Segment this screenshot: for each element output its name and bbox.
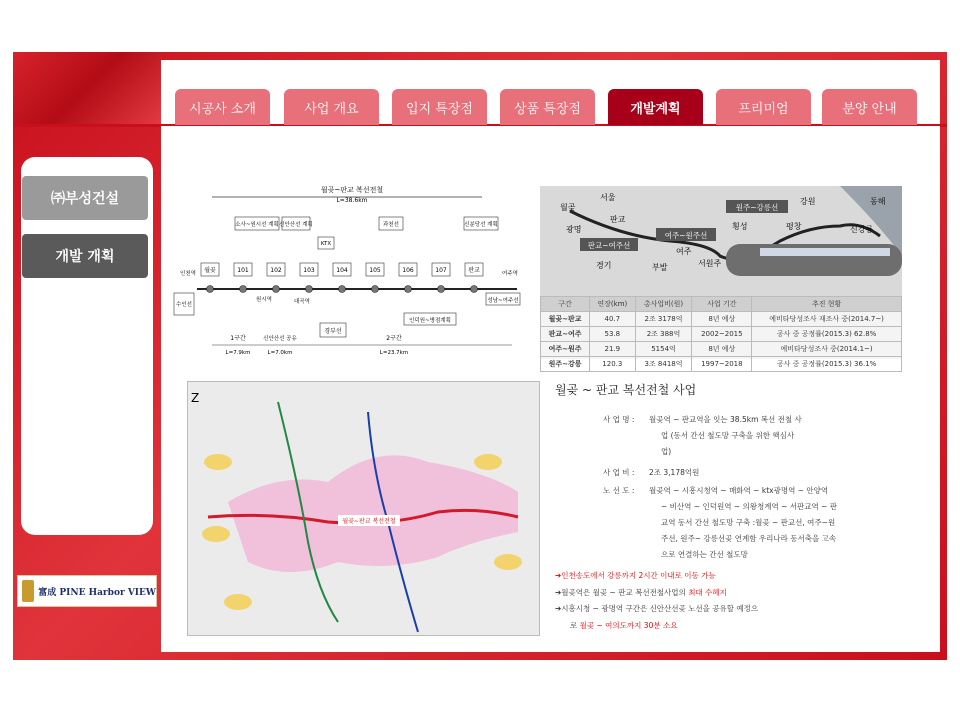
route-line: 으로 연결하는 간선 철도망 [661, 550, 748, 559]
aerial-corner-letter: Z [191, 391, 200, 405]
table-cell: 원주~강릉 [541, 357, 590, 372]
station-code: 103 [303, 267, 315, 274]
table-cell: 53.8 [590, 327, 635, 342]
station-code: 107 [435, 267, 447, 274]
station-dot [471, 286, 478, 293]
table-header: 연장(km) [590, 297, 635, 312]
map-label: 평창 [786, 222, 802, 231]
tab-sales-info[interactable]: 분양 안내 [822, 89, 917, 125]
bullet-highlight: 최대 수혜지 [688, 588, 727, 597]
map-label: 여주 [676, 247, 692, 256]
map-label: 신강릉 [850, 225, 874, 234]
branch-label: 신분당선 계획 [464, 222, 498, 228]
table-cell: 공사 중 공정률(2015.3) 62.8% [752, 327, 902, 342]
diagram-length: L=38.6km [336, 197, 368, 204]
frame-corner-decoration [13, 52, 161, 124]
map-label: 판교~여주선 [587, 241, 631, 250]
tab-location[interactable]: 입지 특장점 [392, 89, 487, 125]
tab-product[interactable]: 상품 특장점 [500, 89, 595, 125]
table-cell: 예비타당성조사 재조사 중(2014.7~) [752, 312, 902, 327]
route-line: 월곶역 ~ 시흥시청역 ~ 매화역 ~ ktx광명역 ~ 안양역 [649, 486, 829, 495]
table-header: 추진 현황 [752, 297, 902, 312]
map-label: 동해 [870, 197, 886, 206]
route-line-diagram [172, 185, 522, 357]
bullet-text: 로 [570, 621, 580, 630]
info-title: 월곶 ~ 판교 복선전철 사업 [555, 383, 697, 397]
table-cell: 2조 388억 [635, 327, 692, 342]
rail-info-table [540, 296, 902, 372]
bullet-text: 인천송도에서 강릉까지 2시간 이내로 이동 가능 [561, 571, 716, 580]
bullet-highlight: 월곶 ~ 여의도까지 30분 소요 [579, 621, 678, 630]
station-dot [273, 286, 280, 293]
arrow-icon: ➔ [555, 604, 562, 613]
table-row [541, 312, 902, 327]
table-cell: 21.9 [590, 342, 635, 357]
sidebar-item-company[interactable]: ㈜부성건설 [22, 176, 148, 220]
section-label: 신안산선 공유 [263, 336, 297, 342]
project-name-line: 업 (동서 간선 철도망 구축을 위한 핵심사 [661, 431, 795, 440]
branch-label: 신안산선 계획 [279, 222, 313, 228]
station-dot [405, 286, 412, 293]
route-line: 교역 동서 간선 철도망 구축 :월곶 ~ 판교선, 여주~원 [661, 518, 836, 527]
section-length: L=23.7km [379, 350, 409, 356]
station-dot [240, 286, 247, 293]
diagram-top-label: 월곶~판교 복선전철 [320, 186, 384, 194]
table-cell: 3조 8418억 [635, 357, 692, 372]
branch-label: KTX [320, 241, 332, 247]
station-code: 판교 [468, 267, 480, 274]
map-label: 여주~원주선 [664, 231, 708, 240]
route-line: 주선, 원주~ 강릉선곶 연계함 우리나라 동서축을 고속 [661, 534, 837, 543]
table-cell: 예비타당성조사 중(2014.1~) [752, 342, 902, 357]
station-dot [372, 286, 379, 293]
logo-text: 富成 PINE Harbor VIEW [38, 587, 156, 598]
tab-company-intro[interactable]: 시공사 소개 [175, 89, 270, 125]
map-label: 서원주 [698, 259, 722, 268]
table-row [541, 327, 902, 342]
map-label: 강원 [800, 197, 816, 206]
map-label: 경기 [596, 261, 612, 270]
bullet-line [555, 601, 758, 616]
aerial-route-map [187, 381, 540, 636]
station-dot [438, 286, 445, 293]
lower-label: 수인선 [176, 302, 192, 308]
cost-value: 2조 3,178억원 [649, 468, 700, 477]
project-name-label: 사 업 명 : [603, 415, 635, 424]
table-cell: 공사 중 공정률(2015.3) 36.1% [752, 357, 902, 372]
section-length: L=7.9km [225, 350, 251, 356]
map-label: 월곶 [560, 203, 576, 212]
table-header: 구간 [541, 297, 590, 312]
brand-logo [17, 575, 157, 607]
table-header: 총사업비(원) [635, 297, 692, 312]
section-label: 2구간 [386, 335, 402, 342]
route-line: ~ 비산역 ~ 인덕원역 ~ 의왕청계역 ~ 서판교역 ~ 판 [661, 502, 838, 511]
section-label: 1구간 [230, 335, 246, 342]
map-label: 횡성 [732, 222, 748, 231]
arrow-icon: ➔ [555, 588, 562, 597]
map-label: 광명 [566, 225, 582, 234]
lower-label: 성남~여주선 [487, 298, 519, 304]
table-cell: 8년 예상 [692, 312, 752, 327]
map-label: 서울 [600, 193, 616, 202]
cost-label: 사 업 비 : [603, 468, 635, 477]
rail-map-table [540, 186, 902, 368]
rail-map [540, 186, 902, 296]
lower-label: 인덕원~병점계획 [409, 318, 451, 324]
sidebar-item-development[interactable]: 개발 개획 [22, 234, 148, 278]
lower-label: 대곡역 [294, 299, 310, 305]
station-code: 102 [270, 267, 282, 274]
project-name-line: 업) [661, 447, 672, 456]
logo-mark-icon [22, 580, 34, 602]
table-row [541, 342, 902, 357]
tab-project-overview[interactable]: 사업 개요 [284, 89, 379, 125]
table-cell: 40.7 [590, 312, 635, 327]
table-cell: 120.3 [590, 357, 635, 372]
tab-premium[interactable]: 프리미엄 [716, 89, 811, 125]
bullet-line [555, 568, 716, 583]
section-length: L=7.0km [267, 350, 293, 356]
station-dot [339, 286, 346, 293]
table-header: 사업 기간 [692, 297, 752, 312]
table-cell: 8년 예상 [692, 342, 752, 357]
table-cell: 월곶~판교 [541, 312, 590, 327]
bullet-line [570, 618, 677, 633]
table-cell: 5154억 [635, 342, 692, 357]
lower-label: 경부선 [324, 328, 342, 335]
table-cell: 2002~2015 [692, 327, 752, 342]
lower-label: 원시역 [256, 297, 272, 303]
station-code: 월곶 [204, 267, 216, 274]
tab-development-plan[interactable]: 개발계획 [608, 89, 703, 125]
station-code: 106 [402, 267, 414, 274]
bullet-line [555, 585, 727, 600]
table-cell: 판교~여주 [541, 327, 590, 342]
station-dot [207, 286, 214, 293]
station-dot [306, 286, 313, 293]
bullet-text: 시흥시청 ~ 광명역 구간은 신안산선곶 노선을 공유할 예정으 [561, 604, 759, 613]
branch-label: 과천선 [383, 222, 399, 228]
station-code: 104 [336, 267, 348, 274]
map-label: 원주~강릉선 [735, 203, 779, 212]
map-label: 부발 [652, 263, 668, 272]
station-code: 105 [369, 267, 381, 274]
map-label: 판교 [610, 215, 626, 224]
table-cell: 1997~2018 [692, 357, 752, 372]
table-cell: 여주~원주 [541, 342, 590, 357]
station-code: 101 [237, 267, 249, 274]
arrow-icon: ➔ [555, 571, 562, 580]
bullet-text: 월곶역은 월곶 ~ 판교 복선전철사업의 [561, 588, 689, 597]
table-cell: 2조 3178억 [635, 312, 692, 327]
left-end-label: 인천역 [180, 271, 196, 277]
aerial-route-label: 월곶~판교 복선전철 [342, 518, 396, 525]
table-row [541, 357, 902, 372]
right-end-label: 여주역 [502, 271, 518, 277]
branch-label: 소사~원시선 계획 [235, 222, 279, 228]
project-name-line: 월곶역 ~ 판교역을 잇는 38.5km 복선 전철 사 [649, 415, 802, 424]
route-label: 노 선 도 : [603, 486, 635, 495]
